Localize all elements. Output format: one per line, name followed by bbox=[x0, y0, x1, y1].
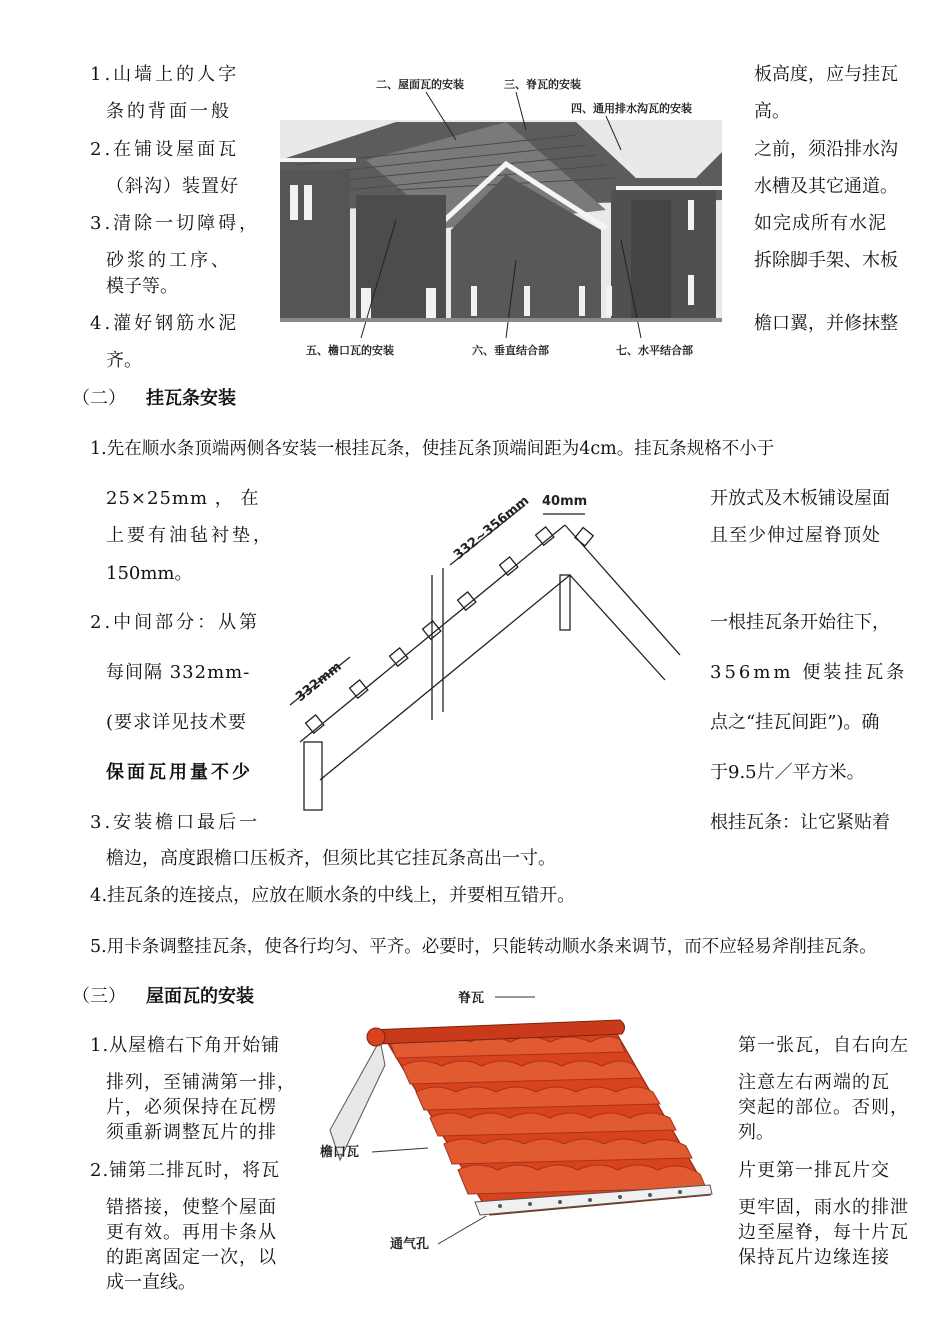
sec3-heading-title: 屋面瓦的安装 bbox=[146, 986, 254, 1007]
batten-dim-low: 332mm bbox=[293, 659, 345, 706]
sec2-p1: 1.先在顺水条顶端两侧各安装一根挂瓦条，使挂瓦条顶端间距为4cm。挂瓦条规格不小于 bbox=[90, 439, 775, 459]
sec2-left-4: 每间隔 332mm- bbox=[106, 662, 251, 683]
tile-label-vent: 通气孔 bbox=[390, 1237, 430, 1252]
photo-caption-roof-tile: 二、屋面瓦的安装 bbox=[376, 78, 464, 91]
sec2-p4: 4.挂瓦条的连接点，应放在顺水条的中线上，并要相互错开。 bbox=[90, 885, 576, 906]
sec2-left-6: 保面瓦用量不少 bbox=[106, 762, 253, 783]
sec2-right-5: 于9.5片／平方米。 bbox=[710, 762, 865, 783]
sec2-right-0: 开放式及木板铺设屋面 bbox=[710, 488, 890, 509]
sec2-p5: 5.用卡条调整挂瓦条，使各行均匀、平齐。必要时，只能转动顺水条来调节，而不应轻易斧削挂瓦条。 bbox=[90, 937, 877, 957]
sec3-left-3: 须重新调整瓦片的排 bbox=[106, 1122, 277, 1143]
s1-left-2: 2.在铺设屋面瓦 bbox=[90, 139, 240, 160]
sec2-right-4: 点之“挂瓦间距”)。确 bbox=[710, 712, 880, 733]
s1-left-1: 条的背面一般 bbox=[106, 101, 232, 122]
sec2-right-1: 且至少伸过屋脊顶处 bbox=[710, 525, 881, 546]
s1-right-5: 拆除脚手架、木板 bbox=[754, 250, 898, 271]
sec3-right-0: 第一张瓦，自右向左 bbox=[738, 1035, 909, 1056]
house-roof-photo bbox=[276, 60, 726, 365]
s1-left-4: 3.清除一切障碍， bbox=[90, 213, 261, 234]
s1-right-6: 檐口翼，并修抹整 bbox=[754, 313, 898, 334]
sec3-heading-num: （三） bbox=[72, 986, 126, 1007]
s1-left-6: 模子等。 bbox=[106, 276, 178, 297]
s1-left-8: 齐。 bbox=[106, 350, 142, 371]
batten-dim-top: 40mm bbox=[542, 494, 588, 509]
batten-spacing-diagram bbox=[280, 480, 700, 820]
sec2-right-6: 根挂瓦条：让它紧贴着 bbox=[710, 812, 890, 833]
sec3-right-7: 保持瓦片边缘连接 bbox=[738, 1247, 890, 1268]
sec2-left-7: 3.安装檐口最后一 bbox=[90, 812, 261, 833]
sec2-left-0: 25×25mm ， 在 bbox=[106, 488, 260, 509]
sec3-left-7: 的距离固定一次，以 bbox=[106, 1247, 277, 1268]
sec3-right-3: 列。 bbox=[738, 1122, 774, 1143]
s1-left-7: 4.灌好钢筋水泥 bbox=[90, 313, 240, 334]
s1-right-0: 板高度，应与挂瓦 bbox=[754, 64, 898, 85]
sec2-left-5: (要求详见技术要 bbox=[106, 712, 248, 733]
tile-label-eave: 檐口瓦 bbox=[320, 1145, 360, 1160]
s1-left-0: 1.山墙上的人字 bbox=[90, 64, 240, 85]
photo-caption-vertical-joint: 六、垂直结合部 bbox=[472, 344, 549, 357]
sec3-right-2: 突起的部位。否则， bbox=[738, 1097, 909, 1118]
sec2-right-3: 356mm 便装挂瓦条 bbox=[710, 662, 908, 683]
sec2-heading-num: （二） bbox=[72, 388, 126, 409]
sec3-left-1: 排列，至铺满第一排， bbox=[106, 1072, 296, 1093]
sec3-left-8: 成一直线。 bbox=[106, 1272, 196, 1293]
sec2-p3b: 檐边，高度跟檐口压板齐，但须比其它挂瓦条高出一寸。 bbox=[106, 848, 556, 869]
tile-label-ridge: 脊瓦 bbox=[458, 991, 485, 1006]
sec3-left-0: 1.从屋檐右下角开始铺 bbox=[90, 1035, 281, 1056]
sec2-left-1: 上要有油毡衬垫， bbox=[106, 525, 274, 546]
sec3-right-1: 注意左右两端的瓦 bbox=[738, 1072, 890, 1093]
sec3-right-6: 边至屋脊，每十片瓦 bbox=[738, 1222, 909, 1243]
photo-caption-horizontal-joint: 七、水平结合部 bbox=[616, 344, 693, 357]
sec3-left-4: 2.铺第二排瓦时，将瓦 bbox=[90, 1160, 281, 1181]
sec3-left-2: 片，必须保持在瓦楞 bbox=[106, 1097, 277, 1118]
s1-right-2: 之前，须沿排水沟 bbox=[754, 139, 898, 160]
batten-dim-range: 332~356mm bbox=[451, 493, 533, 564]
photo-caption-eave-tile: 五、檐口瓦的安装 bbox=[306, 344, 394, 357]
sec3-left-6: 更有效。再用卡条从 bbox=[106, 1222, 277, 1243]
roof-tile-illustration bbox=[310, 980, 730, 1270]
s1-left-3: （斜沟）装置好 bbox=[106, 176, 239, 197]
sec2-left-2: 150mm。 bbox=[106, 563, 193, 584]
sec2-heading-title: 挂瓦条安装 bbox=[146, 388, 236, 409]
s1-right-4: 如完成所有水泥 bbox=[754, 213, 887, 234]
sec3-left-5: 错搭接，使整个屋面 bbox=[106, 1197, 277, 1218]
s1-left-5: 砂浆的工序、 bbox=[106, 250, 232, 271]
s1-right-3: 水槽及其它通道。 bbox=[754, 176, 898, 197]
photo-caption-ridge-tile: 三、脊瓦的安装 bbox=[504, 78, 581, 91]
sec3-right-4: 片更第一排瓦片交 bbox=[738, 1160, 890, 1181]
sec2-left-3: 2.中间部分：从第 bbox=[90, 612, 261, 633]
sec2-right-2: 一根挂瓦条开始往下， bbox=[710, 612, 890, 633]
s1-right-1: 高。 bbox=[754, 101, 790, 122]
sec3-right-5: 更牢固，雨水的排泄 bbox=[738, 1197, 909, 1218]
photo-caption-drain-tile: 四、通用排水沟瓦的安装 bbox=[571, 102, 692, 115]
